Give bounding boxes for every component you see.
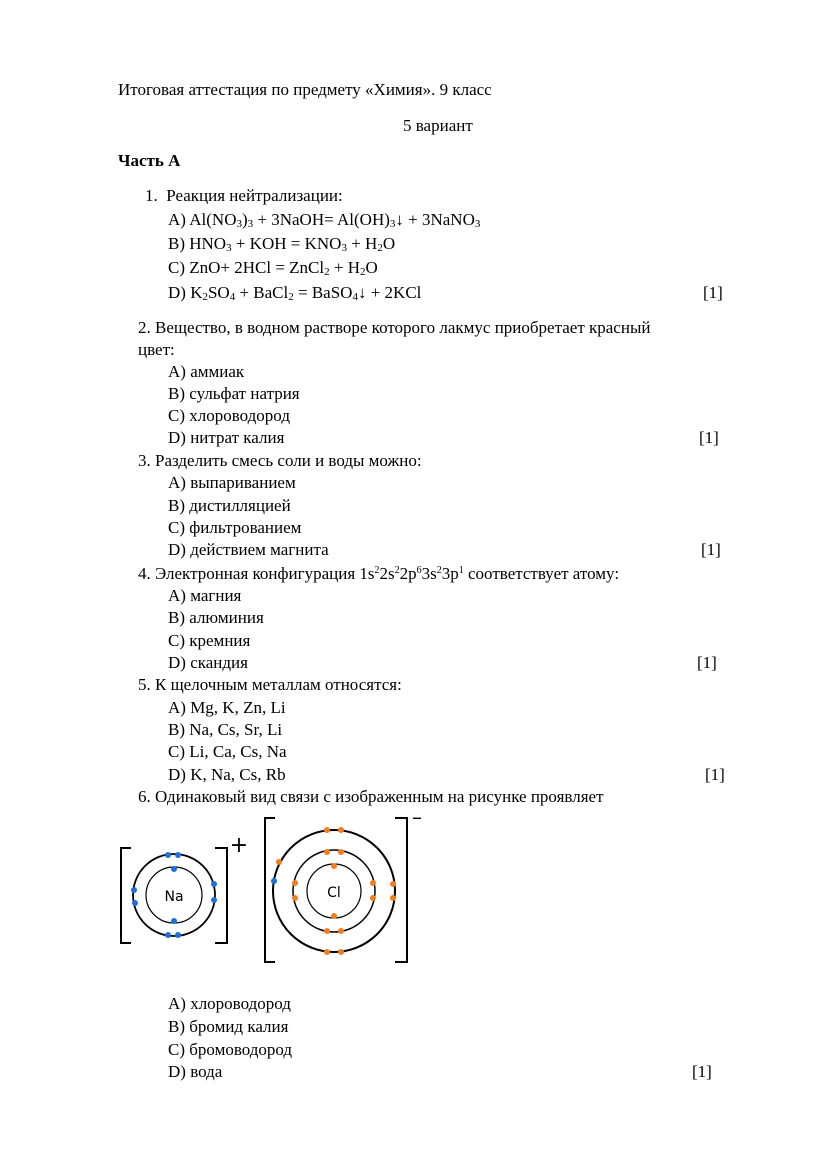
q1a-s3: 3 [389,218,396,230]
q3-option-c: C) фильтрованием [168,518,302,537]
na-electron [132,900,138,906]
q4-option-c: C) кремния [168,631,251,650]
q2-option-b: B) сульфат натрия [168,384,300,403]
cl-electron [390,881,396,887]
q1b-t1: + KOH = KNO [231,234,342,253]
cl-label: Cl [327,885,341,901]
q1-option-a [168,209,480,231]
q1a-t0: A) Al(NO [168,210,237,229]
q4-e5: 1 [458,565,464,576]
cl-electron [331,913,337,919]
cl-electron [292,880,298,886]
na-electron [171,918,177,924]
q1d-s3: 2 [288,291,294,303]
q1b-s1: 3 [226,242,232,254]
q1-number: 1. [145,186,158,205]
cl-electron [390,895,396,901]
q1d-t4: ↓ + 2KCl [357,283,422,302]
q1b-t2: + H [346,234,378,253]
q1-option-c [168,257,378,279]
q4-option-b: B) алюминия [168,608,264,627]
q1a-t2: + 3NaOH= Al(OH) [253,210,390,229]
q1c-s1: 2 [324,266,330,278]
q4-e4: 2 [436,565,442,576]
na-electron [211,897,217,903]
q4-option-d: D) скандия [168,653,248,672]
q1d-t0: D) K [168,283,203,302]
q1a-s2: 3 [247,218,254,230]
cl-electron [338,949,344,955]
q5-option-d: D) K, Na, Cs, Rb [168,765,286,784]
q4-e2: 2 [394,565,400,576]
cl-electron [324,949,330,955]
na-electron [131,887,137,893]
cl-charge: – [412,812,422,829]
q5-option-c: C) Li, Ca, Cs, Na [168,742,287,761]
q1d-t3: = BaSO [293,283,353,302]
na-ion [121,833,248,943]
q5-text: 5. К щелочным металлам относятся: [138,675,402,694]
q6-text: 6. Одинаковый вид связи с изображенным на рисунке проявляет [138,787,604,806]
q1-option-b [168,233,395,255]
part-heading-text: Часть А [118,151,181,170]
q4-e3: 6 [416,565,422,576]
q1b-t0: B) HNO [168,234,227,253]
na-electron [175,932,181,938]
q5-option-b: B) Na, Cs, Sr, Li [168,720,283,739]
cl-electron [324,827,330,833]
cl-bracket-right [395,818,407,962]
q4-t0: 4. Электронная конфигурация 1s [138,564,375,583]
cl-electron [276,859,282,865]
q2-option-d: D) нитрат калия [168,428,285,447]
q1a-s4: 3 [474,218,481,230]
na-electron [211,881,217,887]
part-heading [118,150,180,172]
na-bracket-left [121,848,131,943]
q5-option-a: A) Mg, K, Zn, Li [168,698,286,717]
q2-option-c: C) хлороводород [168,406,290,425]
q4-score: [1] [697,653,717,672]
q6-option-c: C) бромоводород [168,1040,293,1059]
q1c-t2: O [365,258,378,277]
q2-option-a: A) аммиак [168,362,245,381]
q1a-t3: ↓ + 3NaNO [395,210,475,229]
q1-text: Реакция нейтрализации: [166,186,343,205]
q3-option-d: D) действием магнита [168,540,329,559]
q4-text [138,563,619,585]
cl-ion [265,812,422,962]
document-title: Итоговая аттестация по предмету «Химия». 9 класс [118,80,492,99]
q2-text-line2: цвет: [138,340,175,359]
q4-t3: 3s [421,564,437,583]
na-electron [175,852,181,858]
q3-text: 3. Разделить смесь соли и воды можно: [138,451,422,470]
q1d-s1: 2 [202,291,208,303]
q4-t2: 2p [399,564,417,583]
q1b-s3: 2 [377,242,383,254]
q6-option-d: D) вода [168,1062,223,1081]
cl-electron [324,849,330,855]
cl-electron [338,928,344,934]
q4-option-a: A) магния [168,586,242,605]
cl-electron [370,880,376,886]
q1a-s1: 3 [236,218,242,230]
q1a-t1: ) [241,210,248,229]
q4-t5: соответствует атому: [463,564,620,583]
cl-electron [338,827,344,833]
q6-option-b: B) бромид калия [168,1017,289,1036]
cl-electron [370,895,376,901]
q1d-s4: 4 [352,291,358,303]
q1d-t1: SO [207,283,230,302]
q1d-t2: + BaCl [235,283,289,302]
na-charge: + [229,833,249,858]
cl-electron [338,849,344,855]
na-electron [171,866,177,872]
q6-score: [1] [692,1062,712,1081]
question-1 [145,185,343,207]
q1d-s2: 4 [229,291,236,303]
q3-score: [1] [701,540,721,559]
na-electron [165,852,171,858]
q3-option-a: A) выпариванием [168,473,296,492]
q1-score: [1] [703,283,723,302]
q1b-t3: O [382,234,396,253]
q1c-t0: C) ZnO+ 2HCl = ZnCl [168,258,325,277]
cl-electron [292,895,298,901]
q1c-s2: 2 [360,266,366,278]
q1b-s2: 3 [341,242,347,254]
variant-label: 5 вариант [403,116,473,135]
q3-option-b: B) дистилляцией [168,496,291,515]
q5-score: [1] [705,765,725,784]
q2-text-line1: 2. Вещество, в водном растворе которого лакмус приобретает красный [138,318,651,337]
q1-option-d [168,282,421,304]
ionic-bond-figure [115,812,435,972]
q4-t1: 2s [379,564,395,583]
q4-t4: 3p [441,564,459,583]
q2-score: [1] [699,428,719,447]
q6-option-a: A) хлороводород [168,994,291,1013]
cl-electron [324,928,330,934]
cl-electron [331,863,337,869]
cl-gained-electron [271,878,277,884]
na-label: Na [164,889,184,905]
na-electron [165,932,171,938]
q1c-t1: + H [329,258,360,277]
na-bracket-right [215,848,227,943]
q4-e1: 2 [374,565,380,576]
